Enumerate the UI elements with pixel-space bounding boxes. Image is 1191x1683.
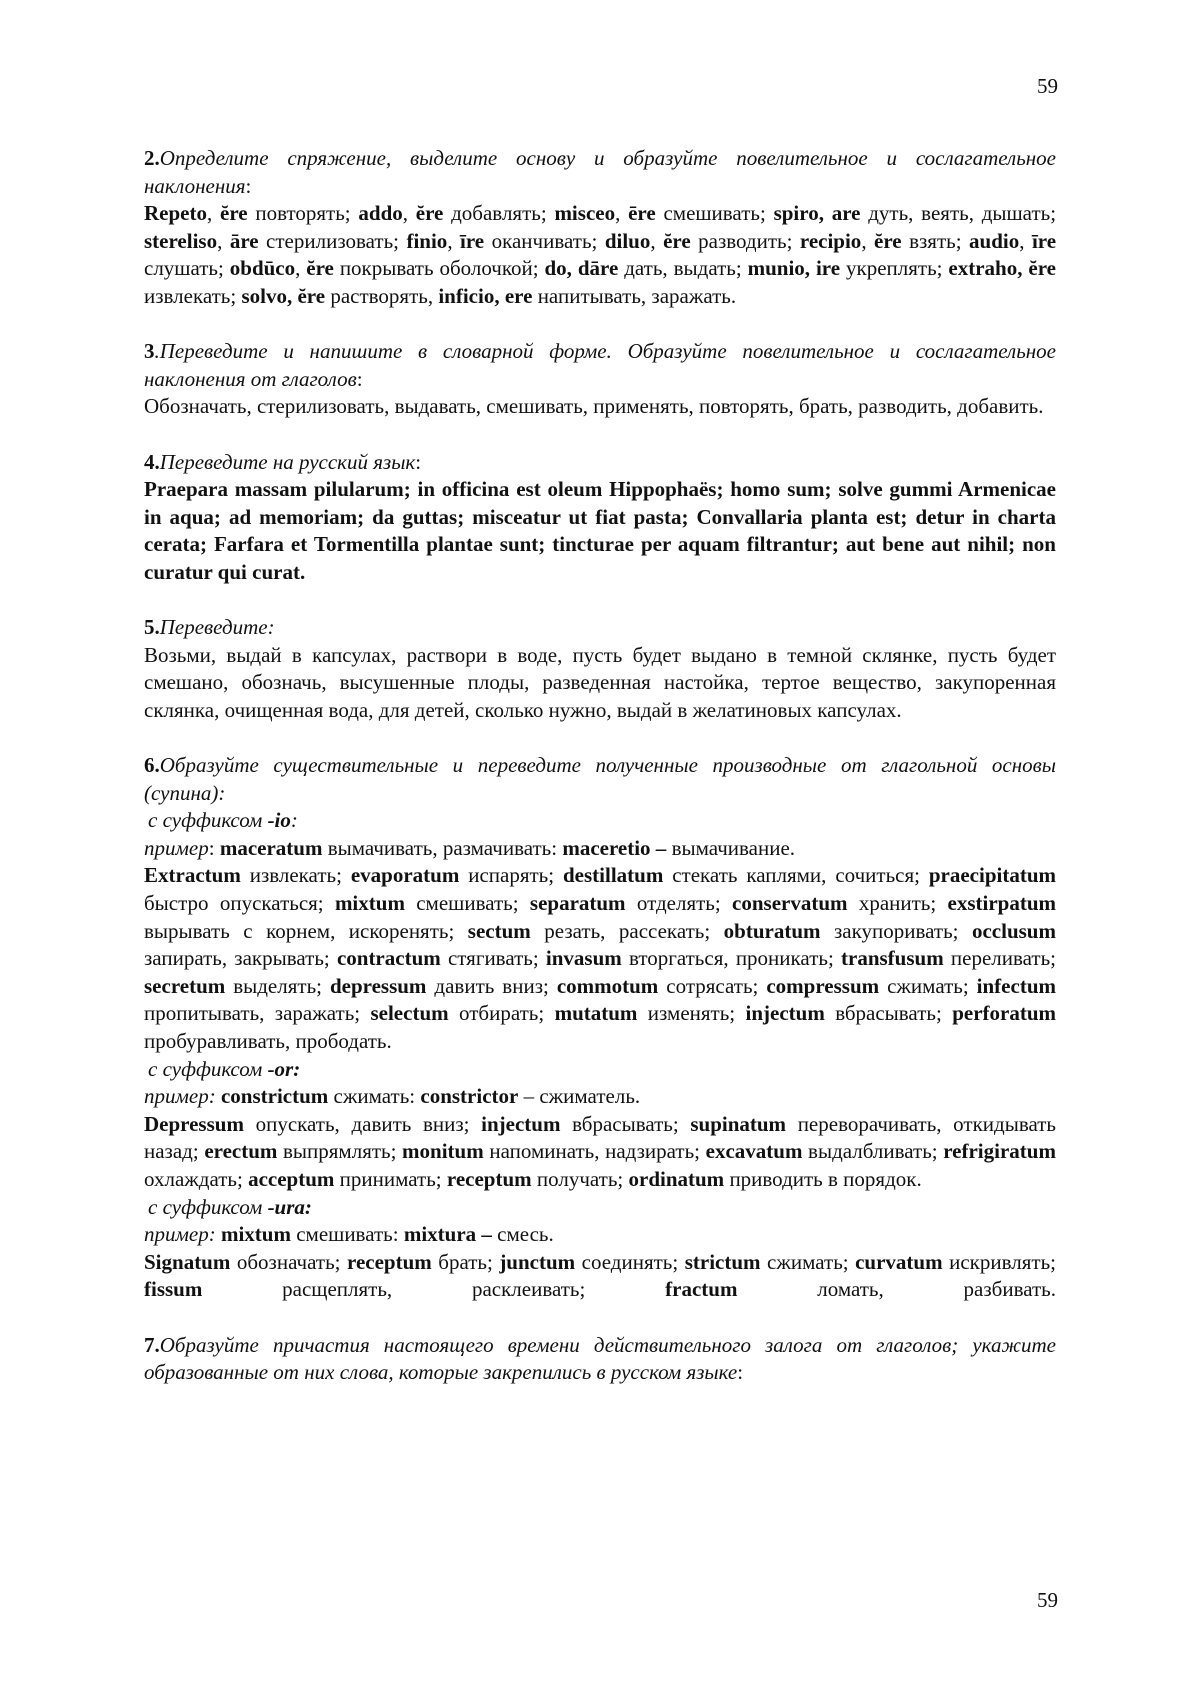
word-translation: принимать; bbox=[334, 1166, 447, 1191]
verb-translation: оканчивать; bbox=[484, 228, 605, 253]
infinitive-ending: āre bbox=[229, 228, 259, 253]
supine-word: ordinatum bbox=[628, 1166, 725, 1191]
supine-word: commotum bbox=[556, 973, 659, 998]
exercise-7 bbox=[144, 1332, 1056, 1387]
document-body bbox=[144, 145, 1056, 1414]
word-translation: изменять; bbox=[637, 1001, 746, 1026]
latin-verb: addo bbox=[358, 201, 403, 226]
supine-word: depressum bbox=[329, 973, 427, 998]
supine-word: invasum bbox=[545, 946, 622, 971]
infinitive-ending: ĕre bbox=[415, 201, 444, 226]
example-label: пример bbox=[144, 835, 209, 860]
word-translation: вбрасывать; bbox=[560, 1111, 691, 1136]
colon: : bbox=[290, 808, 298, 833]
separator: , bbox=[206, 201, 220, 226]
suffix-ura-example bbox=[144, 1221, 1056, 1249]
latin-verb: inficio, ere bbox=[438, 283, 533, 308]
supine-word: sectum bbox=[467, 918, 531, 943]
word-translation: сотрясать; bbox=[658, 973, 767, 998]
exercise-3-body: Обозначать, стерилизовать, выдавать, смешивать, применять, повторять, брать, разводить, добавить. bbox=[144, 394, 1044, 419]
latin-verb: audio bbox=[969, 228, 1020, 253]
separator: , bbox=[615, 201, 629, 226]
latin-verb: misceo bbox=[554, 201, 616, 226]
infinitive-ending: ĕre bbox=[306, 256, 334, 281]
exercise-number: 5. bbox=[144, 615, 160, 640]
exercise-number: 3 bbox=[144, 339, 155, 364]
colon: : bbox=[245, 173, 252, 198]
supine-word: erectum bbox=[204, 1139, 278, 1164]
word-translation: хранить; bbox=[847, 891, 948, 916]
word-translation: запирать, закрывать; bbox=[144, 946, 337, 971]
supine-word: excavatum bbox=[705, 1139, 803, 1164]
word-translation: напоминать, надзирать; bbox=[483, 1139, 706, 1164]
supine-word: destillatum bbox=[562, 863, 664, 888]
example-translation: сжимать: bbox=[328, 1084, 421, 1109]
supine-word: junctum bbox=[499, 1249, 576, 1274]
word-translation: вбрасывать; bbox=[824, 1001, 953, 1026]
word-translation: резать, рассекать; bbox=[530, 918, 724, 943]
latin-verb: Repeto bbox=[144, 201, 207, 226]
supine-word: mixtum bbox=[334, 891, 405, 916]
supine-word: receptum bbox=[347, 1249, 432, 1274]
latin-verb: finio bbox=[406, 228, 448, 253]
word-translation: охлаждать; bbox=[144, 1166, 249, 1191]
supine-word: injectum bbox=[745, 1001, 825, 1026]
verb-translation: повторять; bbox=[247, 201, 359, 226]
verb-translation: растворять, bbox=[325, 283, 439, 308]
word-translation: стекать каплями, сочиться; bbox=[663, 863, 929, 888]
supine-word: acceptum bbox=[248, 1166, 335, 1191]
example-translation: смешивать: bbox=[290, 1222, 404, 1247]
infinitive-ending: ĕre bbox=[663, 228, 691, 253]
verb-translation: покрывать оболочкой; bbox=[333, 256, 545, 281]
verb-translation: добавлять; bbox=[443, 201, 555, 226]
word-translation: испарять; bbox=[459, 863, 563, 888]
exercise-instruction: Образуйте существительные и переведите полученные производные от глагольной основы (супина): bbox=[144, 753, 1056, 805]
separator: , bbox=[650, 228, 664, 253]
verb-translation: напитывать, заражать. bbox=[532, 283, 737, 308]
supine-word: receptum bbox=[446, 1166, 532, 1191]
supine-word: refrigiratum bbox=[943, 1139, 1056, 1164]
latin-verb: recipio bbox=[799, 228, 862, 253]
latin-verb: extraho, ĕre bbox=[948, 256, 1056, 281]
verb-translation: дуть, веять, дышать; bbox=[860, 201, 1057, 226]
latin-verb: stereliso bbox=[144, 228, 218, 253]
supine-word: fissum bbox=[144, 1277, 203, 1302]
exercise-3-heading bbox=[144, 338, 1056, 393]
word-translation: выпрямлять; bbox=[277, 1139, 403, 1164]
suffix-or-example bbox=[144, 1083, 1056, 1111]
supine-word: injectum bbox=[481, 1111, 561, 1136]
supine-word: Extractum bbox=[144, 863, 241, 888]
suffix-label: с суффиксом bbox=[148, 1056, 268, 1081]
example-derived: mixtura – bbox=[403, 1222, 492, 1247]
latin-verb: munio, ire bbox=[747, 256, 841, 281]
exercise-5 bbox=[144, 614, 1056, 724]
word-translation: приводить в порядок. bbox=[724, 1166, 922, 1191]
latin-verb: solvo, ĕre bbox=[241, 283, 326, 308]
exercise-5-body: Возьми, выдай в капсулах, раствори в воде, пусть будет выдано в темной склянке, пусть будет смешано, обозначь, высушенные плоды, разведенная настойка, тертое вещество, закупоренная склянка, очищенная вода, для детей, сколько нужно, выдай в желатиновых капсулах. bbox=[144, 642, 1056, 722]
separator: , bbox=[295, 256, 307, 281]
word-translation: опускать, давить вниз; bbox=[243, 1111, 482, 1136]
suffix: -io bbox=[267, 808, 291, 833]
word-translation: смешивать; bbox=[404, 891, 530, 916]
suffix-io-heading bbox=[144, 807, 1056, 835]
supine-word: strictum bbox=[684, 1249, 761, 1274]
infinitive-ending: īre bbox=[1031, 228, 1057, 253]
word-translation: пропитывать, заражать; bbox=[144, 1001, 371, 1026]
colon: : bbox=[356, 366, 363, 391]
supine-word: separatum bbox=[529, 891, 626, 916]
suffix: -ura: bbox=[267, 1194, 312, 1219]
exercise-2-items bbox=[144, 200, 1056, 310]
example-derived: maceretio – bbox=[562, 835, 667, 860]
exercise-instruction: Переведите на русский язык bbox=[159, 449, 416, 474]
word-translation: искривлять; bbox=[942, 1249, 1056, 1274]
infinitive-ending: īre bbox=[460, 228, 485, 253]
example-derived-translation: – сжиматель. bbox=[518, 1084, 641, 1109]
word-translation: закупоривать; bbox=[820, 918, 972, 943]
separator: , bbox=[861, 228, 875, 253]
exercise-number: 7. bbox=[144, 1332, 160, 1357]
supine-word: occlusum bbox=[971, 918, 1056, 943]
supine-word: fractum bbox=[665, 1277, 738, 1302]
supine-word: compressum bbox=[766, 973, 880, 998]
page-number-bottom: 59 bbox=[1037, 1588, 1058, 1612]
separator: , bbox=[447, 228, 461, 253]
word-translation: выделять; bbox=[225, 973, 330, 998]
verb-translation: укреплять; bbox=[840, 256, 949, 281]
supine-word: curvatum bbox=[855, 1249, 943, 1274]
exercise-instruction: Образуйте причастия настоящего времени действительного залога от глаголов; укажите образованные от них слова, которые закрепились в русском языке bbox=[144, 1332, 1056, 1385]
separator: , bbox=[217, 228, 230, 253]
word-translation: быстро опускаться; bbox=[144, 891, 335, 916]
verb-translation: разводить; bbox=[690, 228, 800, 253]
infinitive-ending: ĕre bbox=[874, 228, 902, 253]
exercise-7-heading bbox=[144, 1332, 1056, 1387]
word-translation: переливать; bbox=[943, 946, 1056, 971]
word-translation: соединять; bbox=[575, 1249, 685, 1274]
supine-word: obturatum bbox=[723, 918, 821, 943]
exercise-4 bbox=[144, 449, 1056, 587]
colon: : bbox=[415, 449, 422, 474]
example-translation: вымачивать, размачивать: bbox=[322, 835, 563, 860]
word-translation: расщеплять, расклеивать; bbox=[202, 1277, 666, 1302]
verb-translation: дать, выдать; bbox=[618, 256, 748, 281]
separator: , bbox=[1019, 228, 1032, 253]
exercise-number: 2. bbox=[144, 146, 160, 170]
supine-word: Signatum bbox=[144, 1249, 231, 1274]
suffix-io-items bbox=[144, 862, 1056, 1055]
word-translation: переворачивать, откидывать назад; bbox=[144, 1111, 1056, 1164]
verb-translation: слушать; bbox=[144, 256, 230, 281]
exercise-instruction: .Переведите и напишите в словарной форме. Образуйте повелительное и сослагательное наклонения от глаголов bbox=[144, 339, 1056, 391]
supine-word: Depressum bbox=[144, 1111, 244, 1136]
word-translation: выдалбливать; bbox=[802, 1139, 944, 1164]
suffix: -or: bbox=[267, 1056, 301, 1081]
word-translation: ломать, разбивать. bbox=[737, 1277, 1057, 1302]
suffix-or-heading bbox=[144, 1056, 1056, 1084]
example-word: mixtum bbox=[220, 1222, 291, 1247]
exercise-6 bbox=[144, 752, 1056, 1304]
exercise-2 bbox=[144, 145, 1056, 311]
example-label: пример: bbox=[144, 1222, 216, 1247]
exercise-instruction: Переведите: bbox=[159, 615, 275, 640]
example-derived-translation: смесь. bbox=[491, 1222, 554, 1247]
supine-word: mutatum bbox=[554, 1001, 638, 1026]
infinitive-ending: ēre bbox=[628, 201, 656, 226]
word-translation: стягивать; bbox=[440, 946, 546, 971]
example-derived-translation: вымачивание. bbox=[666, 835, 796, 860]
supine-word: evaporatum bbox=[350, 863, 460, 888]
word-translation: вторгаться, проникать; bbox=[621, 946, 841, 971]
word-translation: отделять; bbox=[625, 891, 733, 916]
suffix-label: с суффиксом bbox=[148, 1194, 268, 1219]
supine-word: conservatum bbox=[732, 891, 848, 916]
supine-word: praecipitatum bbox=[928, 863, 1057, 888]
latin-sentences: Praepara massam pilularum; in officina est oleum Hippophaës; homo sum; solve gummi Armenicae in aqua; ad memoriam; da guttas; misceatur ut fiat pasta; Convallaria planta est; detur in charta cerata; Farfara et Tormentilla plantae sunt; tincturae per aquam filtrantur; aut bene aut nihil; non curatur qui curat. bbox=[144, 477, 1056, 584]
example-derived: constrictor bbox=[420, 1084, 519, 1109]
word-translation: брать; bbox=[431, 1249, 500, 1274]
colon: : bbox=[737, 1360, 744, 1385]
example-word: maceratum bbox=[219, 835, 323, 860]
verb-translation: стерилизовать; bbox=[258, 228, 407, 253]
latin-verb: obdūco bbox=[229, 256, 296, 281]
word-translation: сжимать; bbox=[760, 1249, 856, 1274]
word-translation: получать; bbox=[531, 1166, 629, 1191]
exercise-4-body bbox=[144, 476, 1056, 586]
suffix-or-items bbox=[144, 1111, 1056, 1194]
supine-word: monitum bbox=[402, 1139, 484, 1164]
supine-word: secretum bbox=[144, 973, 226, 998]
exercise-number: 4. bbox=[144, 449, 160, 474]
example-word: constrictum bbox=[220, 1084, 329, 1109]
latin-verb: spiro, are bbox=[773, 201, 861, 226]
verb-translation: извлекать; bbox=[144, 283, 242, 308]
suffix-ura-items bbox=[144, 1249, 1056, 1304]
exercise-instruction: Определите спряжение, выделите основу и образуйте повелительное и сослагательное наклонения bbox=[144, 146, 1056, 198]
word-translation: сжимать; bbox=[879, 973, 977, 998]
page-number-top: 59 bbox=[1037, 74, 1058, 98]
word-translation: обозначать; bbox=[230, 1249, 347, 1274]
word-translation: давить вниз; bbox=[426, 973, 557, 998]
suffix-ura-heading bbox=[144, 1194, 1056, 1222]
infinitive-ending: ĕre bbox=[220, 201, 248, 226]
latin-verb: do, dāre bbox=[544, 256, 619, 281]
supine-word: infectum bbox=[976, 973, 1056, 998]
latin-verb: diluo bbox=[604, 228, 651, 253]
suffix-io-example bbox=[144, 835, 1056, 863]
suffix-label: с суффиксом bbox=[148, 808, 268, 833]
exercise-5-heading bbox=[144, 614, 1056, 642]
exercise-3 bbox=[144, 338, 1056, 421]
supine-word: perforatum bbox=[952, 1001, 1056, 1026]
separator: , bbox=[402, 201, 416, 226]
example-label: пример: bbox=[144, 1084, 216, 1109]
supine-word: transfusum bbox=[841, 946, 944, 971]
exercise-2-heading bbox=[144, 145, 1056, 200]
colon: : bbox=[208, 835, 220, 860]
exercise-6-heading bbox=[144, 752, 1056, 807]
verb-translation: взять; bbox=[901, 228, 970, 253]
supine-word: exstirpatum bbox=[947, 891, 1056, 916]
word-translation: пробуравливать, прободать. bbox=[144, 1029, 392, 1053]
word-translation: отбирать; bbox=[448, 1001, 555, 1026]
exercise-number: 6. bbox=[144, 753, 160, 778]
supine-word: selectum bbox=[370, 1001, 449, 1026]
word-translation: извлекать; bbox=[240, 863, 351, 888]
word-translation: вырывать с корнем, искоренять; bbox=[144, 918, 468, 943]
supine-word: contractum bbox=[336, 946, 441, 971]
verb-translation: смешивать; bbox=[655, 201, 774, 226]
supine-word: supinatum bbox=[690, 1111, 787, 1136]
exercise-4-heading bbox=[144, 449, 1056, 477]
